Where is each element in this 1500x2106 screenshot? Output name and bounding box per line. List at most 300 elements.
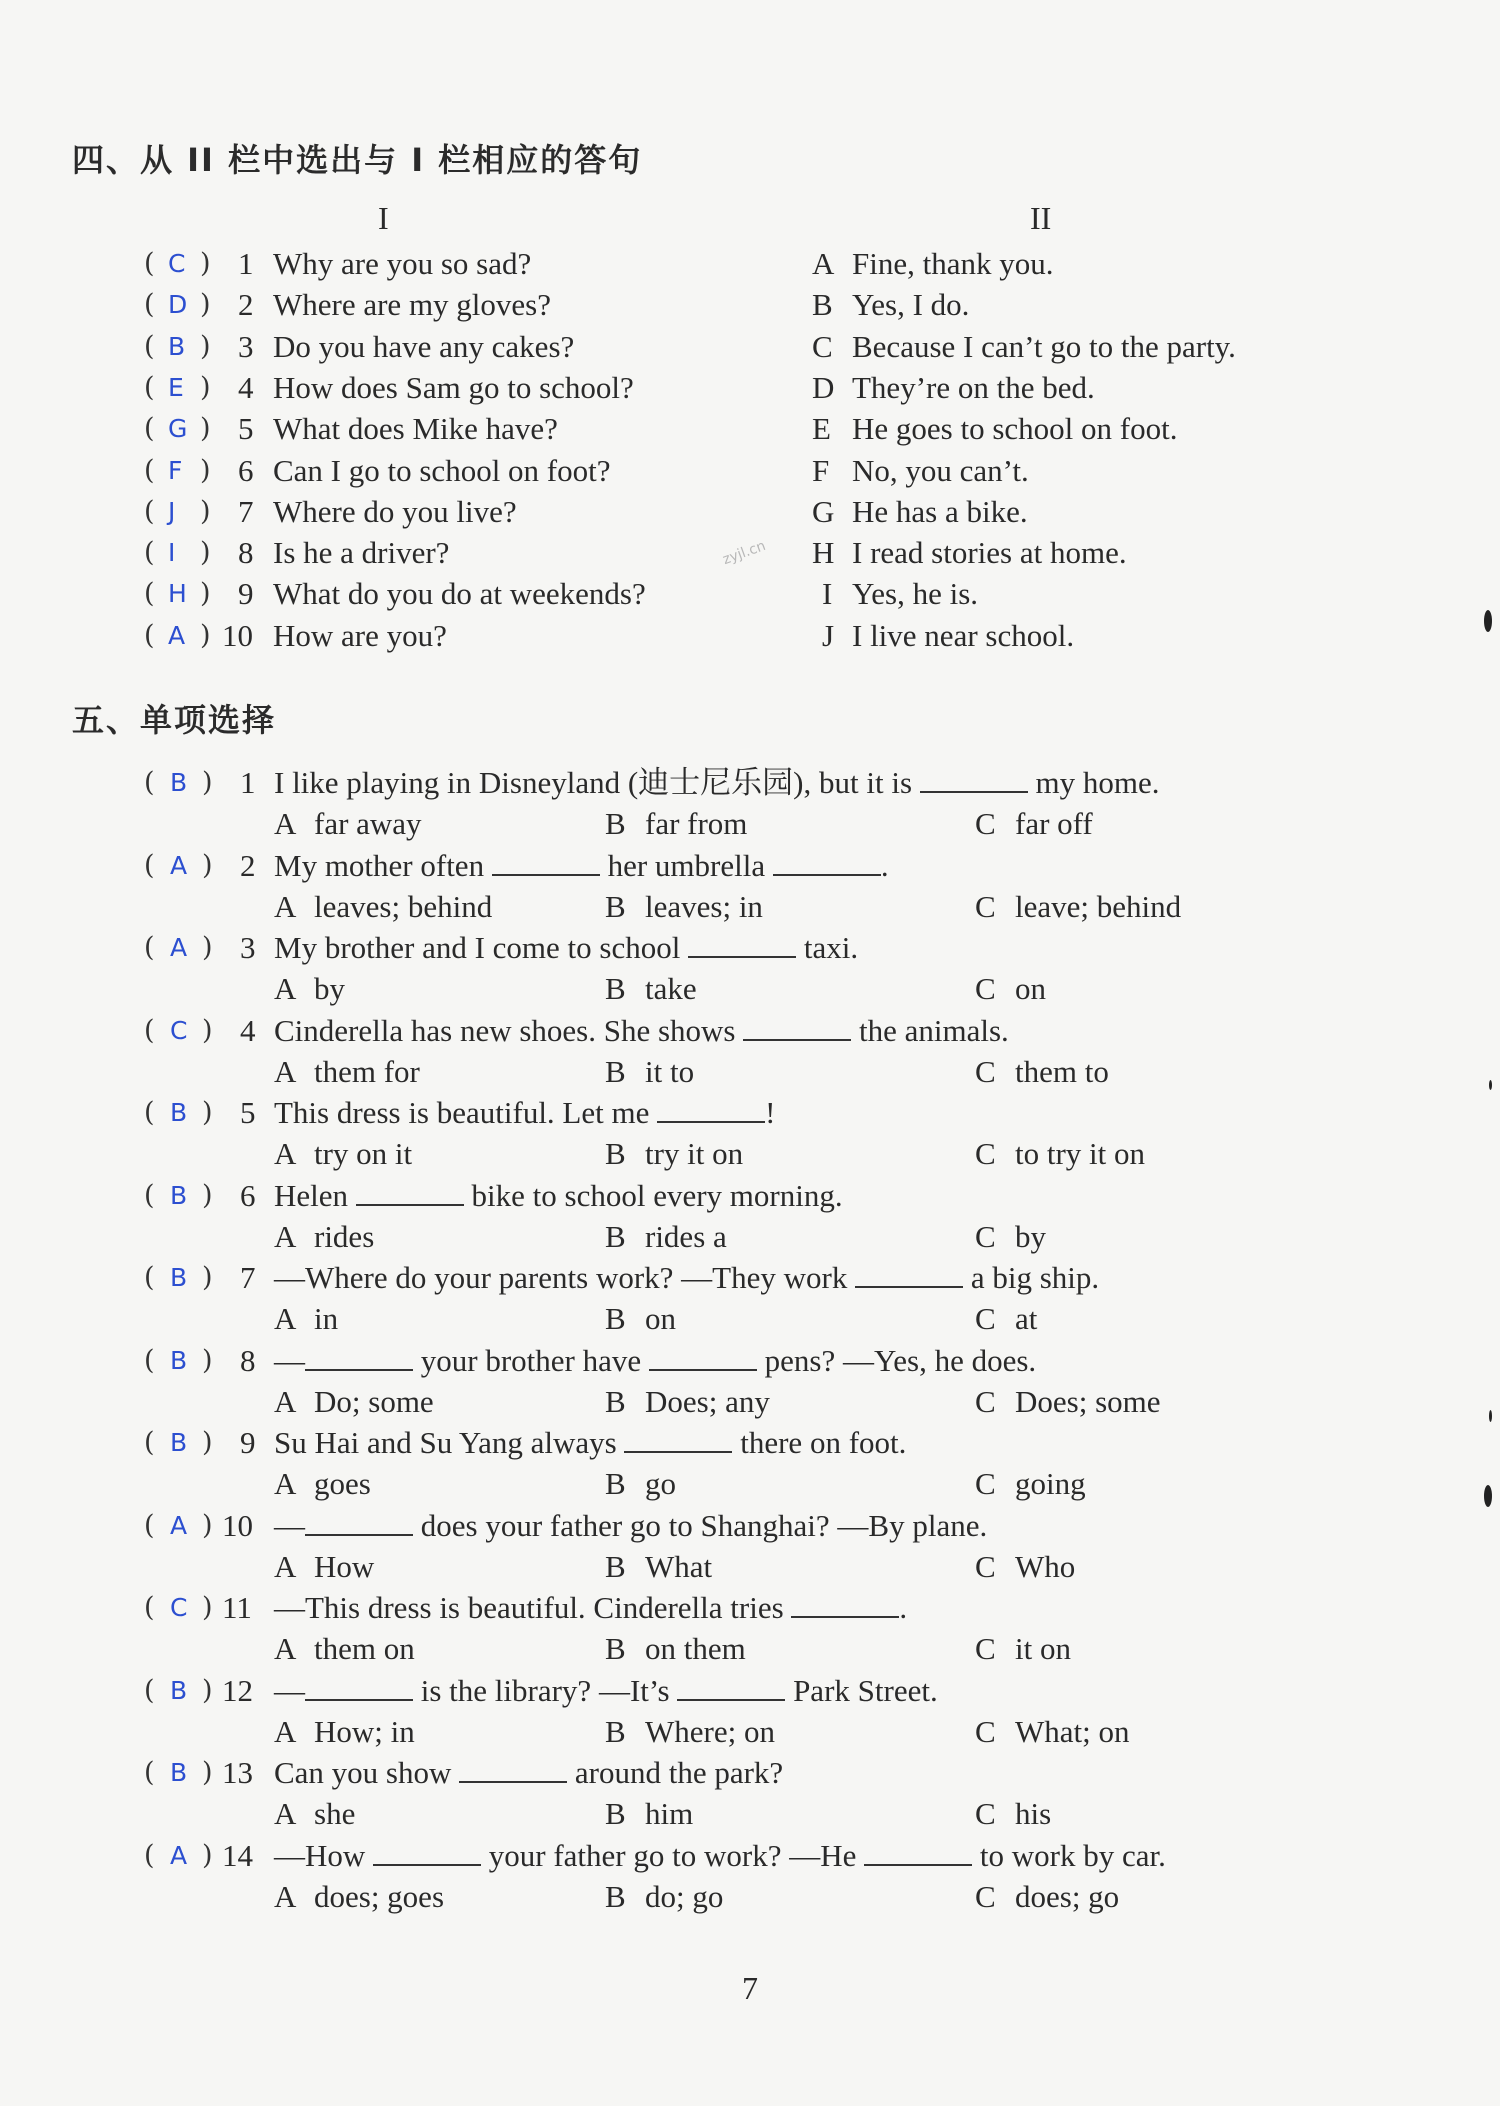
option-letter: A — [274, 1136, 297, 1171]
options-row — [0, 1381, 1500, 1422]
reply-letter: I — [822, 576, 833, 612]
answer-paren-open: ( — [144, 454, 155, 486]
question-text-part: your father go to work? —He — [481, 1837, 865, 1873]
question-text — [274, 845, 889, 886]
question-text-part: I like playing in Disneyland (迪士尼乐园), but it is — [274, 765, 920, 800]
reply-text: Yes, I do. — [852, 287, 970, 323]
options-row — [0, 1463, 1500, 1504]
answer-letter: A — [168, 620, 186, 650]
question-number: 10 — [222, 1507, 253, 1543]
option-letter: B — [605, 1301, 626, 1336]
answer-paren-close: ) — [202, 849, 213, 881]
answer-paren-close: ) — [200, 454, 211, 486]
question-row — [0, 762, 1500, 803]
option-c-text: them to — [1015, 1053, 1109, 1089]
question-text: Is he a driver? — [273, 535, 450, 571]
question-number: 3 — [240, 930, 256, 965]
answer-letter: E — [168, 372, 184, 402]
option-letter: C — [975, 1548, 996, 1584]
question-row — [0, 927, 1500, 968]
answer-blank — [677, 1673, 785, 1701]
question-text: Why are you so sad? — [273, 246, 532, 281]
option-c-text: does; go — [1015, 1878, 1120, 1914]
option-letter: C — [975, 1053, 996, 1089]
answer-paren-close: ) — [200, 619, 211, 651]
question-text-part: there on foot. — [732, 1425, 907, 1460]
answer-paren-close: ) — [202, 1262, 213, 1293]
reply-text: They’re on the bed. — [852, 369, 1095, 405]
options-row — [0, 968, 1500, 1009]
answer-letter: A — [170, 1840, 188, 1870]
answer-letter: F — [168, 455, 183, 485]
answer-paren-close: ) — [202, 1592, 213, 1623]
question-number: 14 — [222, 1837, 253, 1873]
option-a-text: goes — [314, 1466, 371, 1501]
answer-paren-open: ( — [144, 1427, 155, 1458]
option-letter: C — [975, 1631, 996, 1666]
question-number: 12 — [222, 1672, 253, 1708]
option-letter: A — [274, 1796, 297, 1831]
answer-blank — [356, 1178, 464, 1206]
reply-text: Yes, he is. — [852, 576, 979, 612]
answer-paren-open: ( — [144, 1014, 155, 1046]
question-number: 2 — [240, 847, 256, 883]
answer-blank — [791, 1590, 899, 1618]
question-text-part: . — [880, 847, 889, 883]
answer-letter: B — [168, 331, 186, 361]
question-number: 1 — [240, 765, 256, 800]
question-row — [0, 1670, 1500, 1711]
question-text — [274, 1670, 938, 1711]
question-number: 6 — [238, 452, 254, 488]
question-text-part: —How — [274, 1837, 374, 1873]
question-number: 5 — [240, 1095, 256, 1130]
options-row — [0, 1628, 1500, 1669]
answer-paren-close: ) — [200, 248, 211, 279]
question-text-part: a big ship. — [963, 1260, 1100, 1295]
option-a-text: Do; some — [314, 1383, 434, 1419]
reply-letter: E — [812, 411, 831, 447]
answer-blank — [305, 1508, 413, 1536]
option-letter: A — [274, 1548, 297, 1584]
answer-paren-close: ) — [202, 1344, 213, 1376]
question-number: 4 — [238, 369, 254, 405]
reply-text: Fine, thank you. — [852, 246, 1054, 281]
reply-letter: F — [812, 452, 830, 488]
option-b-text: take — [645, 971, 697, 1006]
answer-letter: B — [170, 1345, 188, 1375]
answer-paren-open: ( — [144, 1757, 155, 1788]
option-letter: C — [975, 1466, 996, 1501]
question-text-part: the animals. — [851, 1012, 1009, 1048]
reply-letter: B — [812, 287, 833, 323]
answer-letter: A — [170, 933, 188, 962]
question-text-part: Cinderella has new shoes. She shows — [274, 1012, 744, 1048]
answer-paren-open: ( — [144, 1097, 155, 1128]
reply-letter: G — [812, 493, 835, 529]
scan-mark — [1489, 1080, 1492, 1090]
option-letter: C — [975, 1713, 996, 1749]
option-letter: B — [605, 1796, 626, 1831]
answer-paren-close: ) — [200, 537, 211, 569]
question-text-part: Helen — [274, 1177, 356, 1213]
answer-letter: C — [170, 1593, 188, 1622]
question-text-part: around the park? — [567, 1755, 784, 1790]
answer-paren-close: ) — [202, 1179, 213, 1211]
option-letter: C — [975, 1301, 996, 1336]
answer-paren-close: ) — [200, 495, 211, 527]
options-row — [0, 1711, 1500, 1752]
option-a-text: far away — [314, 806, 422, 841]
matching-row — [0, 284, 1500, 325]
question-text: What do you do at weekends? — [273, 576, 646, 612]
option-letter: A — [274, 1713, 297, 1749]
watermark: zyjl.cn — [720, 537, 768, 569]
answer-blank — [743, 1013, 851, 1041]
matching-row — [0, 573, 1500, 614]
question-text-part: bike to school every morning. — [463, 1177, 843, 1213]
options-row — [0, 1133, 1500, 1174]
answer-blank — [855, 1260, 963, 1288]
question-text-part: my home. — [1027, 765, 1160, 800]
option-letter: A — [274, 888, 297, 924]
option-c-text: his — [1015, 1796, 1052, 1831]
question-number: 8 — [240, 1342, 256, 1378]
question-number: 9 — [240, 1425, 256, 1460]
question-row — [0, 1257, 1500, 1298]
option-letter: C — [975, 1218, 996, 1254]
options-row — [0, 1793, 1500, 1834]
question-number: 5 — [238, 411, 254, 447]
options-row — [0, 1298, 1500, 1339]
question-number: 7 — [240, 1260, 256, 1295]
question-number: 7 — [238, 493, 254, 529]
reply-text: I live near school. — [852, 617, 1075, 653]
option-a-text: them for — [314, 1053, 420, 1089]
option-b-text: Does; any — [645, 1383, 770, 1419]
question-text-part: — — [274, 1507, 305, 1543]
answer-paren-open: ( — [144, 1179, 155, 1211]
answer-letter: I — [168, 538, 176, 568]
question-text — [274, 762, 1160, 803]
answer-blank — [920, 765, 1028, 793]
question-text-part: — — [274, 1342, 305, 1378]
question-text: Where do you live? — [273, 493, 517, 529]
option-letter: A — [274, 1878, 297, 1914]
option-c-text: Who — [1015, 1548, 1076, 1584]
question-text-part: your brother have — [413, 1342, 649, 1378]
answer-paren-open: ( — [144, 767, 155, 798]
answer-letter: B — [170, 1758, 188, 1787]
answer-paren-close: ) — [200, 578, 211, 610]
answer-paren-close: ) — [202, 1509, 213, 1541]
question-number: 11 — [222, 1590, 252, 1625]
option-letter: B — [605, 1713, 626, 1749]
answer-letter: A — [170, 1510, 188, 1540]
question-row — [0, 1422, 1500, 1463]
matching-row — [0, 450, 1500, 491]
question-number: 8 — [238, 535, 254, 571]
option-b-text: Where; on — [645, 1713, 775, 1749]
answer-letter: J — [168, 496, 176, 526]
question-text-part: her umbrella — [599, 847, 773, 883]
reply-text: No, you can’t. — [852, 452, 1029, 488]
question-text-part: taxi. — [796, 930, 859, 965]
answer-paren-open: ( — [144, 1262, 155, 1293]
question-number: 13 — [222, 1755, 253, 1790]
question-text — [274, 927, 858, 968]
answer-paren-open: ( — [144, 1674, 155, 1706]
option-letter: C — [975, 806, 996, 841]
reply-letter: J — [822, 617, 835, 653]
option-c-text: on — [1015, 971, 1046, 1006]
question-text: How are you? — [273, 617, 447, 653]
answer-paren-close: ) — [200, 330, 211, 362]
question-text-part: does your father go to Shanghai? —By plane. — [413, 1507, 988, 1543]
answer-paren-open: ( — [144, 371, 155, 403]
question-text: Do you have any cakes? — [273, 328, 575, 364]
option-b-text: rides a — [645, 1218, 727, 1254]
question-text-part: Park Street. — [785, 1672, 938, 1708]
question-text-part: This dress is beautiful. Let me — [274, 1095, 658, 1130]
matching-row — [0, 243, 1500, 284]
options-row — [0, 803, 1500, 844]
reply-letter: A — [812, 246, 835, 281]
question-number: 6 — [240, 1177, 256, 1213]
question-number: 9 — [238, 576, 254, 612]
option-c-text: leave; behind — [1015, 888, 1182, 924]
question-row — [0, 1340, 1500, 1381]
question-text-part: — — [274, 1672, 305, 1708]
question-text-part: to work by car. — [972, 1837, 1166, 1873]
question-row — [0, 1092, 1500, 1133]
option-letter: B — [605, 1136, 626, 1171]
answer-letter: G — [168, 414, 188, 444]
option-c-text: to try it on — [1015, 1136, 1146, 1171]
answer-letter: B — [170, 1675, 188, 1705]
question-text-part: . — [899, 1590, 908, 1625]
question-text: Where are my gloves? — [273, 287, 552, 323]
option-letter: A — [274, 1301, 297, 1336]
question-row — [0, 1752, 1500, 1793]
option-b-text: go — [645, 1466, 676, 1501]
answer-blank — [773, 848, 881, 876]
answer-letter: B — [170, 1098, 188, 1127]
answer-paren-open: ( — [144, 495, 155, 527]
section-5-heading: 五、单项选择 — [72, 701, 277, 739]
option-a-text: How — [314, 1548, 375, 1584]
question-row — [0, 1175, 1500, 1216]
option-c-text: What; on — [1015, 1713, 1130, 1749]
answer-paren-close: ) — [202, 1839, 213, 1871]
answer-paren-open: ( — [144, 1839, 155, 1871]
question-row — [0, 845, 1500, 886]
option-a-text: does; goes — [314, 1878, 445, 1914]
question-text — [274, 1092, 775, 1133]
option-c-text: by — [1015, 1218, 1046, 1254]
answer-paren-close: ) — [202, 1757, 213, 1788]
question-text: What does Mike have? — [273, 411, 558, 447]
answer-blank — [688, 930, 796, 958]
options-row — [0, 1546, 1500, 1587]
option-b-text: leaves; in — [645, 888, 763, 924]
option-letter: B — [605, 1466, 626, 1501]
question-text-part: My brother and I come to school — [274, 930, 689, 965]
answer-blank — [373, 1838, 481, 1866]
answer-letter: C — [168, 249, 186, 278]
option-letter: C — [975, 971, 996, 1006]
matching-row — [0, 326, 1500, 367]
answer-paren-open: ( — [144, 1592, 155, 1623]
answer-blank — [492, 848, 600, 876]
question-text-part: Can you show — [274, 1755, 460, 1790]
option-b-text: him — [645, 1796, 694, 1831]
answer-paren-close: ) — [202, 932, 213, 963]
option-letter: B — [605, 971, 626, 1006]
answer-paren-close: ) — [202, 1674, 213, 1706]
answer-paren-open: ( — [144, 578, 155, 610]
question-text: Can I go to school on foot? — [273, 452, 611, 488]
answer-paren-close: ) — [202, 1014, 213, 1046]
question-text — [274, 1340, 1036, 1381]
option-a-text: rides — [314, 1218, 375, 1254]
matching-row — [0, 367, 1500, 408]
answer-blank — [305, 1673, 413, 1701]
option-c-text: at — [1015, 1301, 1038, 1336]
question-text — [274, 1505, 987, 1546]
option-letter: A — [274, 1631, 297, 1666]
option-letter: C — [975, 1383, 996, 1419]
option-letter: A — [274, 1053, 297, 1089]
answer-letter: H — [168, 579, 187, 609]
option-letter: B — [605, 1878, 626, 1914]
options-row — [0, 1216, 1500, 1257]
question-row — [0, 1505, 1500, 1546]
reply-text: He goes to school on foot. — [852, 411, 1178, 447]
reply-letter: H — [812, 535, 835, 571]
option-letter: A — [274, 806, 297, 841]
answer-paren-open: ( — [144, 849, 155, 881]
option-a-text: she — [314, 1796, 356, 1831]
page-number: 7 — [742, 1970, 758, 2006]
option-letter: A — [274, 971, 297, 1006]
answer-blank — [305, 1343, 413, 1371]
answer-blank — [864, 1838, 972, 1866]
column-2-header: II — [1030, 200, 1052, 236]
option-a-text: them on — [314, 1631, 415, 1666]
answer-paren-open: ( — [144, 289, 155, 321]
options-row — [0, 1051, 1500, 1092]
answer-paren-open: ( — [144, 1344, 155, 1376]
answer-blank — [657, 1095, 765, 1123]
question-text — [274, 1587, 907, 1628]
option-c-text: Does; some — [1015, 1383, 1161, 1419]
question-number: 2 — [238, 287, 254, 323]
scan-mark — [1484, 610, 1492, 632]
answer-paren-open: ( — [144, 932, 155, 963]
question-number: 4 — [240, 1012, 256, 1048]
option-a-text: in — [314, 1301, 339, 1336]
option-b-text: try it on — [645, 1136, 744, 1171]
answer-blank — [624, 1425, 732, 1453]
question-text — [274, 1257, 1099, 1298]
answer-paren-open: ( — [144, 330, 155, 362]
question-number: 10 — [222, 617, 253, 653]
answer-letter: D — [168, 290, 188, 320]
question-text: How does Sam go to school? — [273, 369, 634, 405]
matching-row — [0, 408, 1500, 449]
reply-letter: D — [812, 369, 835, 405]
option-a-text: leaves; behind — [314, 888, 493, 924]
reply-text: Because I can’t go to the party. — [852, 328, 1236, 364]
question-text — [274, 1422, 906, 1463]
option-b-text: it to — [645, 1053, 695, 1089]
question-row — [0, 1835, 1500, 1876]
reply-letter: C — [812, 328, 833, 364]
option-letter: C — [975, 1878, 996, 1914]
answer-paren-close: ) — [200, 289, 211, 321]
question-text — [274, 1835, 1166, 1876]
option-b-text: What — [645, 1548, 713, 1584]
options-row — [0, 1876, 1500, 1917]
scan-mark — [1489, 1410, 1492, 1422]
answer-letter: B — [170, 1180, 188, 1210]
answer-blank — [459, 1755, 567, 1783]
answer-letter: C — [170, 1015, 188, 1045]
answer-paren-close: ) — [202, 767, 213, 798]
option-letter: A — [274, 1218, 297, 1254]
answer-paren-open: ( — [144, 619, 155, 651]
answer-blank — [649, 1343, 757, 1371]
option-letter: B — [605, 888, 626, 924]
option-letter: C — [975, 888, 996, 924]
option-a-text: How; in — [314, 1713, 415, 1749]
question-text — [274, 1752, 783, 1793]
option-c-text: far off — [1015, 806, 1093, 841]
option-letter: B — [605, 1053, 626, 1089]
question-text — [274, 1175, 843, 1216]
option-letter: B — [605, 806, 626, 841]
answer-paren-open: ( — [144, 413, 155, 445]
answer-paren-open: ( — [144, 537, 155, 569]
option-letter: B — [605, 1631, 626, 1666]
option-b-text: do; go — [645, 1878, 724, 1914]
section-4-heading: 四、从 II 栏中选出与 I 栏相应的答句 — [72, 141, 643, 179]
matching-row — [0, 491, 1500, 532]
option-a-text: by — [314, 971, 345, 1006]
reply-text: He has a bike. — [852, 493, 1028, 529]
option-letter: A — [274, 1466, 297, 1501]
question-text-part: pens? —Yes, he does. — [756, 1342, 1037, 1378]
answer-paren-open: ( — [144, 1509, 155, 1541]
answer-paren-open: ( — [144, 248, 155, 279]
question-row — [0, 1587, 1500, 1628]
answer-paren-close: ) — [200, 413, 211, 445]
option-b-text: far from — [645, 806, 748, 841]
scan-mark — [1484, 1485, 1492, 1507]
question-text-part: Su Hai and Su Yang always — [274, 1425, 625, 1460]
question-text-part: is the library? —It’s — [413, 1672, 678, 1708]
answer-letter: B — [170, 768, 188, 797]
answer-paren-close: ) — [202, 1097, 213, 1128]
question-text — [274, 1010, 1009, 1051]
question-number: 3 — [238, 328, 254, 364]
question-text-part: My mother often — [274, 847, 492, 883]
answer-letter: B — [170, 1428, 188, 1457]
option-b-text: on — [645, 1301, 676, 1336]
option-letter: B — [605, 1383, 626, 1419]
option-letter: A — [274, 1383, 297, 1419]
